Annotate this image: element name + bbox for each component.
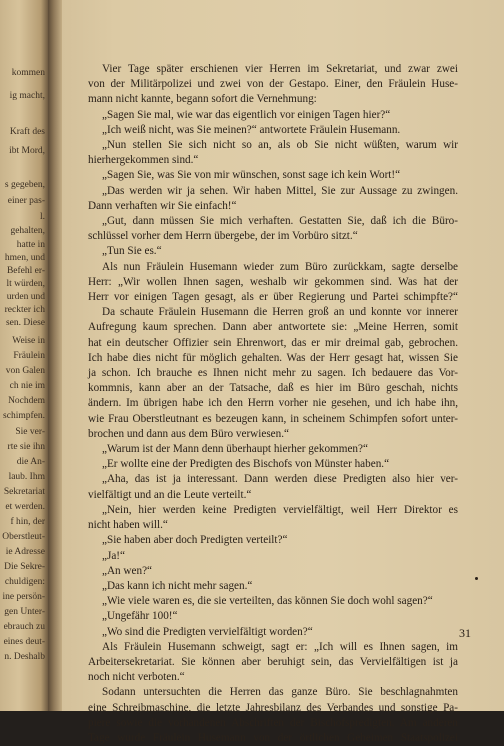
text-line: Vier Tage später erschienen vier Herren im Sekretariat, und zwar zwei: [102, 63, 458, 75]
text-line: Dann verhaften wir Sie einfach!“: [88, 199, 237, 212]
left-page-line: reckter ich: [4, 305, 45, 315]
text-line: „Das kann ich nicht mehr sagen.“: [102, 579, 253, 592]
left-page-line: Kraft des: [9, 127, 45, 137]
text-line: „Sagen Sie mal, wie war das eigentlich vor einigen Tagen hier?“: [102, 108, 391, 121]
left-page-line: gehalten,: [10, 226, 45, 236]
text-line: noch nicht verboten.“: [88, 671, 185, 684]
text-line: nicht haben will.“: [88, 519, 168, 532]
left-page-line: s gegeben,: [4, 180, 45, 190]
text-line: eine Schreibmaschine, die letzte Jahresbilanz des Verbandes und sonstige Pa-: [88, 701, 458, 714]
left-page-line: gen Unter-: [4, 607, 45, 617]
left-page-line: ebrauch zu: [3, 622, 45, 632]
left-page-line: von Galen: [5, 366, 45, 376]
left-page-line: l.: [39, 212, 45, 222]
left-page-line: Fräulein: [13, 351, 45, 361]
left-page-line: ibt Mord,: [9, 146, 45, 156]
text-line: Aufregung kaum sprechen. Dann aber antwortete sie: „Meine Herren, somit: [88, 321, 458, 334]
page-body-text: [88, 62, 458, 746]
left-page-line: kommen: [11, 68, 45, 78]
left-page-line: f hin, der: [10, 517, 45, 527]
left-page-line: n. Deshalb: [4, 652, 45, 662]
text-line: „Tun Sie es.“: [102, 245, 162, 258]
text-line: „Das werden wir ja sehen. Wir haben Mittel, Sie zur Aussage zu zwingen.: [102, 184, 458, 197]
left-page-line: eines deut-: [3, 637, 45, 647]
text-line: Ich habe dies nicht für möglich gehalten. Was der Herr gesagt hat, wissen Sie: [88, 351, 458, 364]
text-line: brochen und dann aus dem Büro verwiesen.“: [88, 427, 290, 440]
left-page-line: Nochdem: [8, 396, 45, 406]
text-line: Arbeitersekretariat. Sie können aber beruhigt sein, das Vervielfältigen ist ja: [88, 655, 458, 668]
text-line: mann nicht kannte, begann sofort die Vernehmung:: [88, 93, 317, 106]
text-line: „Ungefähr 100!“: [102, 610, 178, 623]
page-number: 31: [459, 626, 471, 640]
text-line: Herr vor einigen Tagen gesagt, als er über Regierung und Partei schimpfte?“: [88, 291, 458, 304]
text-line: „Er wollte eine der Predigten des Bischofs von Münster haben.“: [102, 458, 390, 471]
left-page-line: rte sie ihn: [7, 442, 45, 452]
text-line: Als nun Fräulein Husemann wieder zum Büro zurückkam, sagte derselbe: [102, 260, 458, 273]
text-line: hat ein deutscher Offizier sein Ehrenwort, das er mir dreimal gab, gebrochen.: [88, 336, 458, 349]
text-line: „Nein, hier werden keine Predigten vervielfältigt, weil Herr Direktor es: [102, 503, 458, 516]
text-line: ändern. Im übrigen habe ich den Herrn vorher nie gesehen, und ich habe ihn,: [88, 397, 458, 410]
text-line: piere sowie die vorhandenen Abschriften der Bischofspredigten. Am anderen: [88, 716, 458, 729]
text-line: „Aha, das ist ja interessant. Dann werden diese Predigten also hier ver-: [102, 473, 458, 486]
text-line: kommnis, kann aber an der Tatsache, daß es hier im Büro geschah, nichts: [88, 382, 458, 395]
text-line: vielfältigt und an die Leute verteilt.“: [88, 488, 252, 501]
left-page-line: die An-: [16, 457, 45, 467]
text-line: hierhergekommen sind.“: [88, 154, 199, 167]
left-page-line: Die Sekre-: [4, 562, 45, 572]
left-page-line: ine persön-: [2, 592, 45, 602]
text-line: wie Frau Oberstleutnant es bezeugen kann, in scheinem Schimpfen sofort unter-: [88, 412, 458, 425]
left-page-line: Oberstleut-: [2, 532, 45, 542]
book-page: [62, 0, 504, 744]
left-page-line: schimpfen.: [3, 411, 45, 421]
text-line: „Warum ist der Mann denn überhaupt hierher gekommen?“: [102, 443, 368, 456]
left-page-line: Befehl er-: [6, 266, 45, 276]
text-line: „Wie viele waren es, die sie verteilten, das können Sie doch wohl sagen?“: [102, 595, 433, 608]
text-line: „Sagen Sie, was Sie von mir wünschen, sonst sage ich kein Wort!“: [102, 169, 401, 182]
left-page-line: ch nie im: [9, 381, 45, 391]
text-line: „Wo sind die Predigten vervielfältigt worden?“: [102, 625, 313, 638]
left-page-line: urden und: [6, 292, 45, 302]
left-page-line: et werden.: [5, 502, 45, 512]
left-page-line: hatte in: [16, 240, 45, 250]
left-page-line: hmen, und: [4, 253, 45, 263]
left-page-line: lt würden,: [6, 279, 45, 289]
left-page-line: einer pas-: [7, 196, 45, 206]
text-line: Da schaute Fräulein Husemann die Herren groß an und konnte vor innerer: [102, 306, 458, 319]
text-line: Als Fräulein Husemann schweigt, sagt er: „Ich will es Ihnen sagen, im: [102, 640, 458, 653]
text-line: ja schon. Ich brauche es Ihnen nicht mehr zu sagen. Ich bedauere das Vor-: [88, 367, 458, 380]
text-line: Tage wurde Fräulein Husemann von der örtlichen Geheimen Staatspolizei: [88, 731, 458, 744]
book-gutter: [48, 0, 62, 711]
left-page-line: Sekretariat: [3, 487, 45, 497]
left-page-line: Weise in: [12, 336, 45, 346]
left-page-line: sen. Diese: [5, 318, 45, 328]
text-line: „Ich weiß nicht, was Sie meinen?“ antwortete Fräulein Husemann.: [102, 123, 401, 136]
left-page-fragment: [0, 0, 48, 711]
left-page-line: laub. Ihm: [8, 472, 45, 482]
text-line: „Sie haben aber doch Predigten verteilt?“: [102, 534, 288, 547]
text-line: „Ja!“: [102, 549, 125, 562]
left-page-line: Sie ver-: [15, 427, 45, 437]
left-page-line: chuldigen:: [4, 577, 45, 587]
text-line: „Nun stellen Sie sich nicht so an, als ob Sie nicht wüßten, warum wir: [102, 139, 458, 152]
text-line: Herr: „Wir wollen Ihnen sagen, weshalb wir gekommen sind. Was hat der: [88, 275, 458, 288]
text-line: „Gut, dann müssen Sie mich verhaften. Gestatten Sie, daß ich die Büro-: [102, 215, 458, 228]
margin-mark: [475, 577, 478, 580]
text-line: Sodann untersuchten die Herren das ganze Büro. Sie beschlagnahmten: [102, 686, 458, 699]
text-line: schlüssel vorher dem Herrn übergebe, der im Vorbüro sitzt.“: [88, 230, 358, 243]
text-line: „An wen?“: [102, 564, 153, 577]
left-page-line: ig macht,: [9, 91, 45, 101]
left-page-line: ie Adresse: [5, 547, 45, 557]
text-line: von der Militärpolizei und zwei von der Gestapo. Einer, den Fräulein Huse-: [88, 78, 458, 91]
